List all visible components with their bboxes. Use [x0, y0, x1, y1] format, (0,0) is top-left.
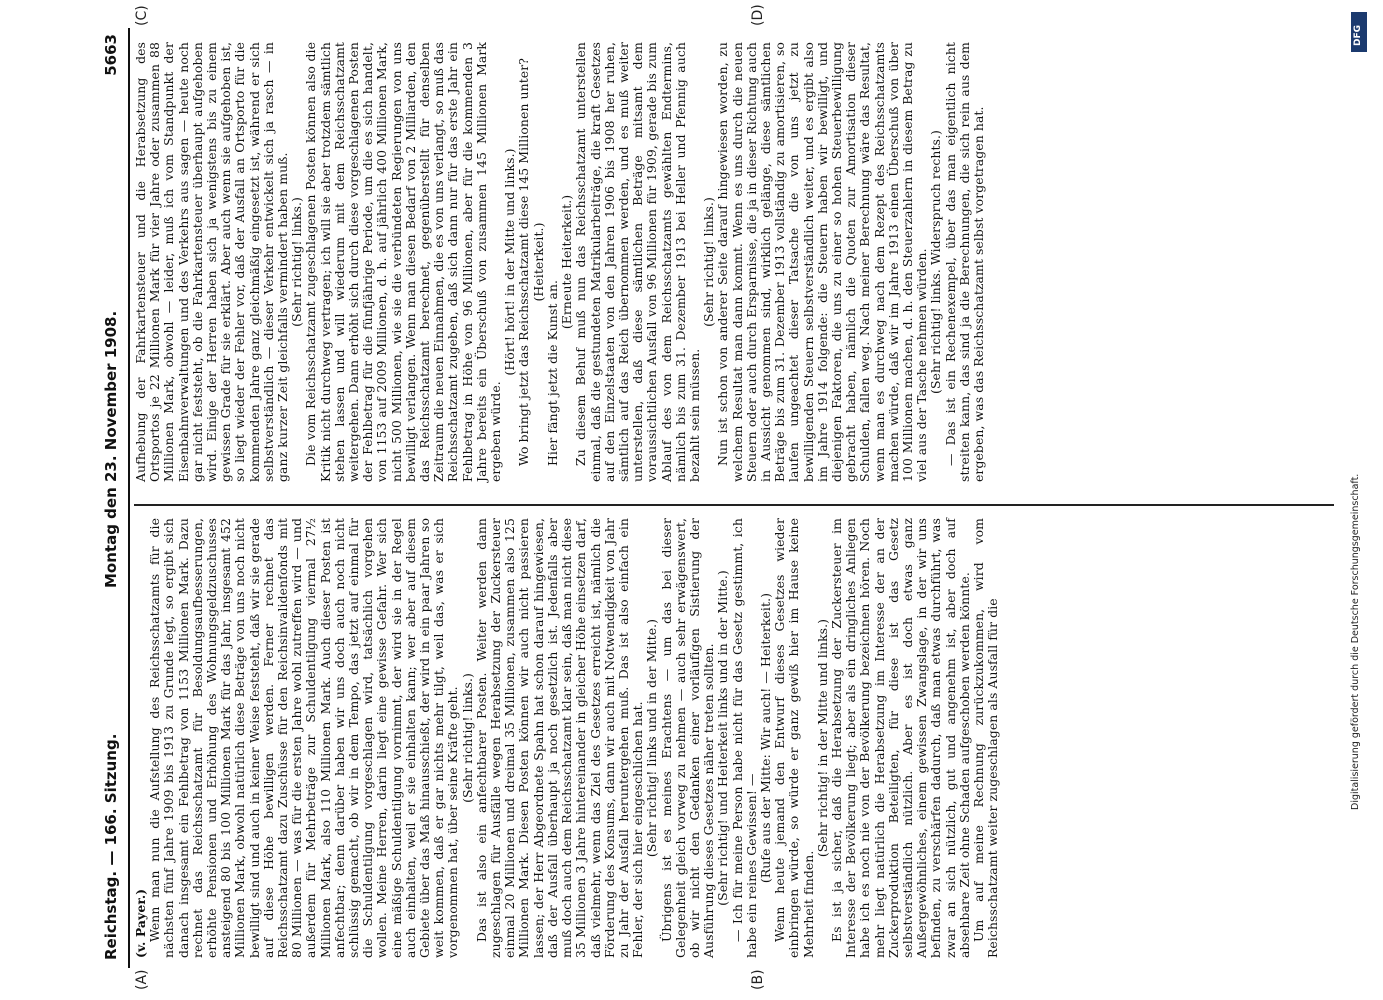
margin-letter-c: (C) — [134, 5, 150, 26]
dfg-logo-text: DFG — [1353, 24, 1363, 46]
digitization-note — [1346, 10, 1370, 990]
interjection: (Sehr richtig! links.) — [289, 197, 305, 327]
paragraph: — Ich für meine Person habe nicht für das Gesetz gestimmt, ich habe ein reines Gewissen! — — [729, 518, 759, 958]
paragraph: Nun ist schon von anderer Seite darauf hingewiesen worden, zu welchem Resultat man dann kommt. Wenn es uns durch die neuen Steuern oder auch durch Ersparnisse, die ja in dieser Richtung auch in Aussicht genommen sind, wirklich gelänge, diese sämtlichen Beträge bis zum 31. Dezember 1913 vollständig zu amortisieren, so laufen ungeachtet dieser Tatsache die von uns jetzt zu bewilligenden Steuern selbstverständlich weiter, und es ergibt also im Jahre 1914 folgende: die Steuern haben wir bewilligt, und diejenigen Faktoren, die uns zu einer so hohen Steuerbewilligung gebracht haben, nämlich die Quoten zur Amortisation dieser Schulden, fallen weg. Nach meiner Berechnung wäre das Resultat, wenn man es durchweg nach dem Rezept des Reichsschatzamts machen würde, daß wir im Jahre 1913 einen Überschuß von über 100 Millionen machen, d. h. den Steuerzahlern in diesem Betrag zu viel aus der Tasche nehmen würden. — [715, 42, 930, 482]
interjection: (Sehr richtig! links und in der Mitte.) — [644, 618, 660, 858]
paragraph: Wenn man nun die Aufstellung des Reichsschatzamts für die nächsten fünf Jahre 1909 bis 1913 zu Grunde legt, so ergibt sich danach insgesamt ein Fehlbetrag von 1153 Millionen Mark. Dazu rechnet das Reichsschatzamt für Besoldungsaufbesserungen, erhöhte Pensionen und Erhöhung des Wohnungsgeldzuschusses ansteigend 80 bis 100 Millionen Mark für das Jahr, insgesamt 452 Millionen Mark, obwohl natürlich diese Beträge von uns noch nicht bewilligt sind und auch in keiner Weise feststeht, daß wir sie gerade auf diese Höhe bewilligen werden. Ferner rechnet das Reichsschatzamt dazu Zuschüsse für den Reichsinvalidenfonds mit 80 Millionen — was für die ersten Jahre wohl zutreffen wird — und außerdem für Mehrbeträge zur Schuldentilgung viermal 27½ Millionen Mark, also 110 Millionen Mark. Auch dieser Posten ist anfechtbar; denn darüber haben wir uns doch auch noch nicht schlüssig gemacht, ob wir in dem Tempo, das jetzt auf einmal für die Schuldentilgung vorgeschlagen wird, tatsächlich vorgehen wollen. Meine Herren, darin liegt eine gewisse Gefahr. Wer sich eine mäßige Schuldentilgung vornimmt, der wird sie in der Regel auch einhalten, weil er sie einhalten kann; wer aber auf diesem Gebiete über das Maß hinausschießt, der wird in ein paar Jahren so weit kommen, daß er gar nichts mehr tilgt, weil das, was er sich vorgenommen hat, über seine Kräfte geht. — [147, 518, 461, 958]
right-column — [134, 42, 986, 482]
paragraph: Wo bringt jetzt das Reichsschatzamt diese 145 Millionen unter? — [516, 58, 532, 466]
paragraph: Die vom Reichsschatzamt zugeschlagenen Posten können also die Kritik nicht durchweg vertragen; ich will sie aber trotzdem sämtlich stehen lassen und will wiederum mit dem Reichsschatzamt weitergehen. Dann erhöht sich durch diese vorgeschlagenen Posten der Fehlbetrag für die fünfjährige Periode, um die es sich handelt, von 1153 auf 2009 Millionen, d. h. auf jährlich 400 Millionen Mark, nicht 500 Millionen, wie sie die verbündeten Regierungen von uns bewilligt verlangen. Wenn man diesen Bedarf von 2 Milliarden, den das Reichsschatzamt berechnet, gegenüberstellt für denselben Zeitraum die neuen Einnahmen, die es von uns verlangt, so muß das Reichsschatzamt zugeben, daß sich dann nur für das erste Jahr ein Fehlbetrag in Höhe von 96 Millionen, aber für die kommenden 3 Jahre bereits ein Überschuß von zusammen 145 Millionen Mark ergeben würde. — [303, 42, 504, 482]
paragraph: Übrigens ist es meines Erachtens — um das bei dieser Gelegenheit gleich vorweg zu nehmen — auch sehr erwägenswert, ob wir nicht den Gedanken einer vorläufigen Sistierung der Ausführung dieses Gesetzes näher treten sollten. — [658, 518, 717, 958]
header-left: Reichstag. — 166. Sitzung. — [102, 733, 120, 960]
header-date: Montag den 23. November 1908. — [102, 310, 120, 588]
paragraph: Zu diesem Behuf muß nun das Reichsschatzamt unterstellen einmal, daß die gestundeten Matrikularbeiträge, die kraft Gesetzes auf den Einzelstaaten von den Jahren 1906 bis 1908 her ruhen, sämtlich auf das Reich übernommen werden, und es muß weiter unterstellen, daß diese sämtlichen Beträge mitsamt dem voraussichtlichen Ausfall von 96 Millionen für 1909, gerade bis zum Ablauf des von dem Reichsschatzamts gewählten Endtermins, nämlich bis zum 31. Dezember 1913 bei Heller und Pfennig auch bezahlt sein müssen. — [573, 42, 702, 482]
header-rule — [128, 28, 130, 968]
page-number: 5663 — [102, 34, 120, 76]
interjection: (Sehr richtig! links.) — [701, 197, 717, 327]
paragraph: Aufhebung der Fahrkartensteuer und die Herabsetzung des Ortsportos je 22 Millionen Mark für vier Jahre oder zusammen 88 Millionen Mark, obwohl — leider, muß ich vom Standpunkt der Eisenbahnverwaltungen und des Verkehrs aus sagen — heute noch gar nicht feststeht, ob die Fahrkartensteuer überhaupt aufgehoben wird. Einige der Herren haben sich ja wenigstens bis zu einem gewissen Grade für sie erklärt. Aber auch wenn sie aufgehoben ist, so liegt wieder der Fehler vor, daß der Ausfall an Ortsporto für die kommenden Jahre ganz gleichmäßig eingesetzt ist, während er sich selbstverständlich — dieser Verkehr entwickelt sich ja rasch — in ganz kurzer Zeit gleichfalls vermindert haben muß. — [133, 42, 291, 482]
paragraph: Es ist ja sicher, daß die Herabsetzung der Zuckersteuer im Interesse der Bevölkerung liegt; aber als ein dringliches Anliegen habe ich es noch nie von der Bevölkerung bezeichnen hören. Noch mehr liegt natürlich die Herabsetzung im Interesse der an der Zuckerproduktion Beteiligten, für diese ist das Gesetz selbstverständlich nützlich. Aber es ist doch etwas ganz Außergewöhnliches, einem gewissen Zwangslage, in der wir uns befinden, zu verschärfen dadurch, daß man etwas durchführt, was zwar an sich nützlich, gut und angenehm ist, aber doch auf absehbare Zeit ohne Schaden aufgeschoben werden könnte. — [828, 518, 972, 958]
column-separator — [134, 504, 1334, 506]
margin-letter-a: (A) — [134, 969, 150, 990]
page-header — [100, 28, 126, 968]
paragraph: Das ist also ein anfechtbarer Posten. Weiter werden dann zugeschlagen für Ausfälle wegen Herabsetzung der Zuckersteuer einmal 20 Millionen und dreimal 35 Millionen, zusammen also 125 Millionen Mark. Diesen Posten können wir auch nicht passieren lassen; der Herr Abgeordnete Spahn hat schon darauf hingewiesen, daß der Ausfall überhaupt ja noch gesetzlich ist. Jedenfalls aber muß doch auch dem Reichsschatzamt klar sein, daß man nicht diese 35 Millionen 3 Jahre hintereinander in gleicher Höhe einsetzen darf, daß vielmehr, wenn das Ziel des Gesetzes erreicht ist, nämlich die Förderung des Konsums, dann wir auch mit Notwendigkeit von Jahr zu Jahr der Ausfall heruntergehen muß. Das ist also einfach ein Fehler, der sich hier eingeschlichen hat. — [473, 518, 646, 958]
rotated-page — [30, 4, 1320, 990]
paragraph: — Das ist ein Rechenexempel, über das man eigentlich nicht streiten kann, das sind ja die Berechnungen, die sich rein aus dem ergeben, was das Reichsschatzamt selbst vorgetragen hat. — [942, 42, 986, 482]
interjection: (Hört! hört! in der Mitte und links.) — [502, 148, 518, 376]
digitization-note-text: Digitalisierung gefördert durch die Deutsche Forschungsgemeinschaft. — [1350, 473, 1361, 810]
margin-letter-d: (D) — [750, 4, 766, 26]
interjection: (Sehr richtig! und Heiterkeit links und in der Mitte.) — [715, 570, 731, 906]
interjection: (Sehr richtig! links. Widerspruch rechts.) — [928, 130, 944, 394]
interjection: (Erneute Heiterkeit.) — [559, 194, 575, 330]
interjection: (Sehr richtig! links.) — [459, 673, 475, 803]
margin-letter-b: (B) — [750, 969, 766, 990]
left-column — [134, 518, 1000, 958]
interjection: (Sehr richtig! in der Mitte und links.) — [814, 618, 830, 858]
paragraph: Wenn heute jemand den Entwurf dieses Gesetzes wieder einbringen würde, so würde er ganz gewiß hier im Hause keine Mehrheit finden. — [772, 518, 816, 958]
speaker-label: (v. Payer.) — [133, 888, 148, 958]
paragraph: Um auf meine Rechnung zurückzukommen, wird vom Reichsschatzamt weiter zugeschlagen als Ausfall für die — [970, 518, 1001, 958]
interjection: (Heiterkeit.) — [530, 222, 546, 302]
interjection: (Rufe aus der Mitte: Wir auch! — Heiterkeit.) — [757, 592, 773, 884]
paragraph: Hier fängt jetzt die Kunst an. — [544, 279, 560, 466]
